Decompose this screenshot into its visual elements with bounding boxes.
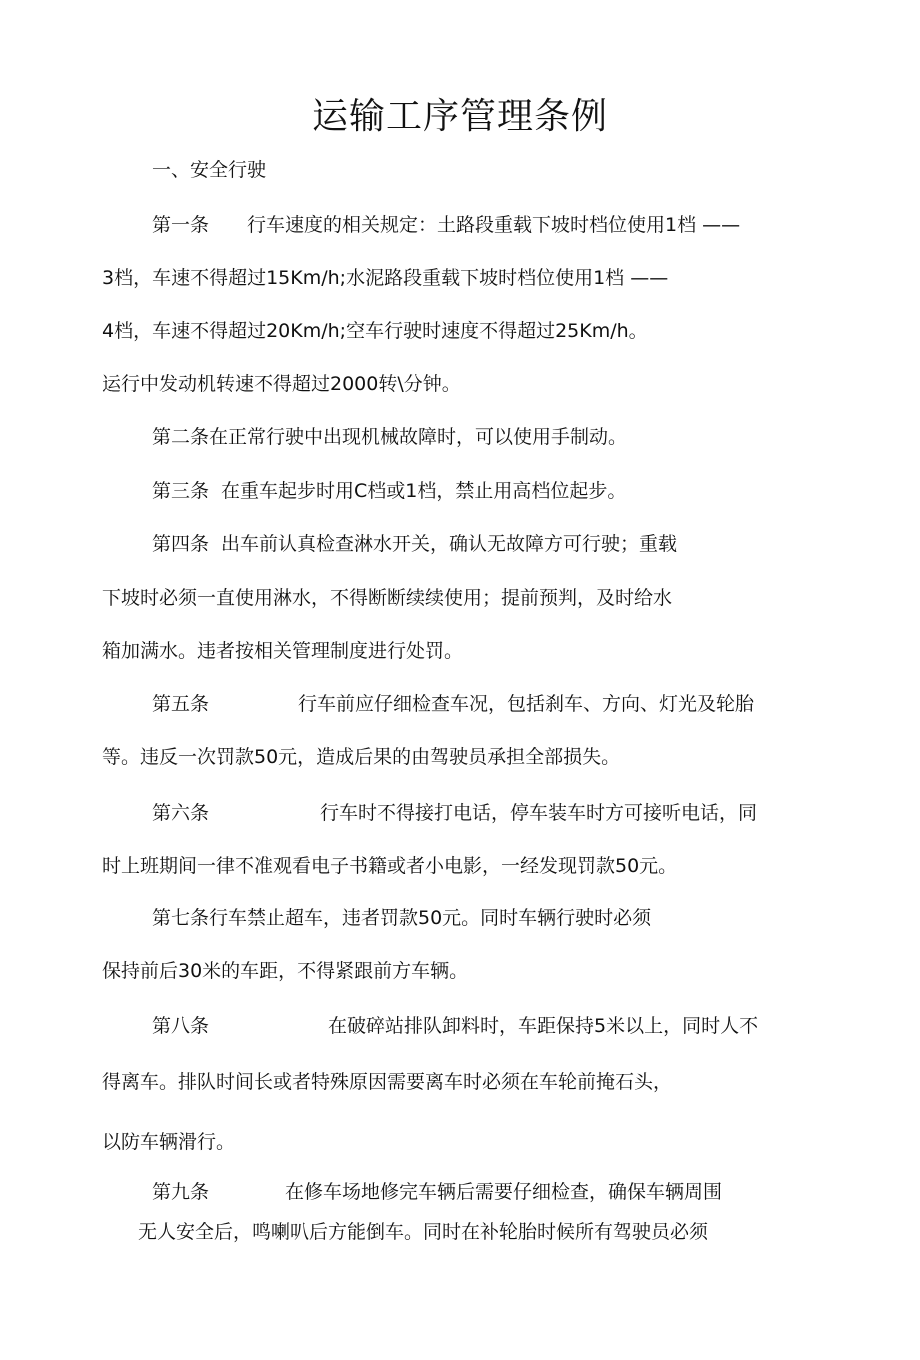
- article-3-text: 在重车起步时用C档或1档，禁止用高档位起步。: [221, 480, 627, 502]
- article-6-line-1: [152, 799, 757, 827]
- section-heading: 一、安全行驶: [152, 159, 267, 181]
- article-8-line-3: 以防车辆滑行。: [102, 1131, 236, 1153]
- article-1-line-4: 运行中发动机转速不得超过2000转\分钟。: [102, 373, 461, 395]
- article-1-line-3: 4档，车速不得超过20Km/h;空车行驶时速度不得超过25Km/h。: [102, 320, 648, 342]
- article-5-label: 第五条: [152, 693, 210, 715]
- article-8-label: 第八条: [152, 1015, 210, 1037]
- article-1-line-2: 3档，车速不得超过15Km/h;水泥路段重载下坡时档位使用1档 ——: [102, 267, 669, 289]
- article-5-line-1: [152, 690, 754, 718]
- article-4-line-3: 箱加满水。违者按相关管理制度进行处罚。: [102, 640, 464, 662]
- article-9-line-1: [152, 1178, 722, 1206]
- document-title: 运输工序管理条例: [311, 96, 608, 137]
- article-6-label: 第六条: [152, 802, 210, 824]
- article-3-label: 第三条: [152, 480, 210, 502]
- article-8-text-1: 在破碎站排队卸料时，车距保持5米以上，同时人不: [328, 1015, 759, 1037]
- article-1-line-1: [152, 211, 740, 239]
- article-5-line-2: 等。违反一次罚款50元，造成后果的由驾驶员承担全部损失。: [102, 746, 621, 768]
- article-6-line-2: 时上班期间一律不准观看电子书籍或者小电影，一经发现罚款50元。: [102, 855, 678, 877]
- article-1-text-1: 行车速度的相关规定：土路段重载下坡时档位使用1档 ——: [247, 214, 741, 236]
- article-9-label: 第九条: [152, 1181, 210, 1203]
- article-9-text-1: 在修车场地修完车辆后需要仔细检查，确保车辆周围: [285, 1181, 723, 1203]
- article-4-line-2: 下坡时必须一直使用淋水，不得断断续续使用；提前预判，及时给水: [102, 587, 673, 609]
- article-7-line-1: 第七条行车禁止超车，违者罚款50元。同时车辆行驶时必须: [152, 907, 652, 929]
- article-7-line-2: 保持前后30米的车距，不得紧跟前方车辆。: [102, 960, 469, 982]
- article-9-line-2: 无人安全后，鸣喇叭后方能倒车。同时在补轮胎时候所有驾驶员必须: [138, 1221, 709, 1243]
- article-2-line-1: 第二条在正常行驶中出现机械故障时，可以使用手制动。: [152, 426, 628, 448]
- article-8-line-2: 得离车。排队时间长或者特殊原因需要离车时必须在车轮前掩石头，: [102, 1071, 673, 1093]
- article-6-text-1: 行车时不得接打电话，停车装车时方可接听电话，同: [320, 802, 758, 824]
- article-8-line-1: [152, 1012, 758, 1040]
- article-5-text-1: 行车前应仔细检查车况，包括刹车、方向、灯光及轮胎: [298, 693, 755, 715]
- article-3-line-1: [152, 477, 626, 505]
- article-1-label: 第一条: [152, 214, 210, 236]
- article-4-line-1: [152, 530, 677, 558]
- article-4-text-1: 出车前认真检查淋水开关，确认无故障方可行驶；重载: [221, 533, 678, 555]
- article-4-label: 第四条: [152, 533, 210, 555]
